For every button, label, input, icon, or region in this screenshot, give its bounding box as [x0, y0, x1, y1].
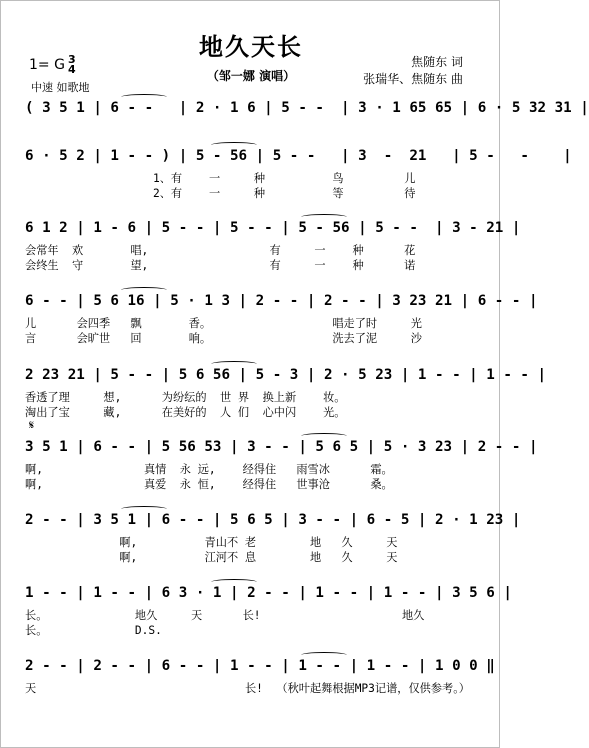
lyric-line: 1、有 一 种 鸟 儿 [25, 172, 416, 185]
key-signature [29, 55, 76, 75]
time-top: 3 [67, 53, 76, 66]
lyric-line: 啊, 真情 永 远, 经得住 雨雪冰 霜。 [25, 463, 393, 476]
slur-mark [301, 433, 347, 439]
slur-mark [301, 214, 347, 220]
lyricist-credit: 焦随东 词 [411, 55, 463, 69]
lyric-line: 啊, 江河不 息 地 久 天 [25, 551, 398, 564]
notation-line: 6 - - | 5 6 16 | 5 · 1 3 | 2 - - | 2 - - | 3 23 21 | 6 - - | [25, 293, 538, 309]
lyric-line: 2、有 一 种 等 待 [25, 187, 416, 200]
slur-mark [211, 579, 257, 585]
slur-mark [301, 652, 347, 658]
notation-line: 3 5 1 | 6 - - | 5 56 53 | 3 - - | 5 6 5 | 5 · 3 23 | 2 - - | [25, 439, 538, 455]
notation-line: ( 3 5 1 | 6 - - | 2 · 1 6 | 5 - - | 3 · 1 65 65 | 6 · 5 32 31 | [25, 100, 589, 116]
notation-line: 2 23 21 | 5 - - | 5 6 56 | 5 - 3 | 2 · 5 23 | 1 - - | 1 - - | [25, 367, 547, 383]
lyric-line: 言 会旷世 回 响。 洗去了泥 沙 [25, 332, 422, 345]
lyric-line: 会常年 欢 唱, 有 一 种 花 [25, 244, 416, 257]
lyric-line: 淘出了宝 藏, 在美好的 人 们 心中闪 光。 [25, 406, 346, 419]
slur-mark [211, 142, 257, 148]
segno-sign: 𝄋 [29, 418, 35, 432]
lyric-line: 天 长! （秋叶起舞根据MP3记谱，仅供参考。） [25, 682, 470, 695]
song-title: 地久天长 [199, 32, 303, 61]
time-signature [68, 55, 76, 75]
slur-mark [121, 287, 167, 293]
lyric-line: 啊, 真爱 永 恒, 经得住 世事沧 桑。 [25, 478, 393, 491]
composer-credit: 张瑞华、焦随东 曲 [363, 72, 463, 86]
slur-mark [211, 361, 257, 367]
lyric-line: 啊, 青山不 老 地 久 天 [25, 536, 398, 549]
notation-line: 6 1 2 | 1 - 6 | 5 - - | 5 - - | 5 - 56 | 5 - - | 3 - 21 | [25, 220, 521, 236]
performer-subtitle: （邹一娜 演唱） [206, 69, 296, 83]
lyric-line: 长。 地久 天 长! 地久 [25, 609, 425, 622]
lyric-line: 儿 会四季 飘 香。 唱走了时 光 [25, 317, 422, 330]
lyric-line: 香透了理 想, 为纷纭的 世 界 换上新 妆。 [25, 391, 346, 404]
key-label: 1= G [29, 57, 65, 73]
tempo-marking: 中速 如歌地 [31, 81, 90, 94]
time-bottom: 4 [67, 63, 76, 76]
slur-mark [121, 94, 167, 100]
lyric-line: 会终生 守 望, 有 一 种 诺 [25, 259, 416, 272]
notation-line: 1 - - | 1 - - | 6 3 · 1 | 2 - - | 1 - - | 1 - - | 3 5 6 | [25, 585, 512, 601]
notation-line: 2 - - | 3 5 1 | 6 - - | 5 6 5 | 3 - - | 6 - 5 | 2 · 1 23 | [25, 512, 521, 528]
slur-mark [121, 506, 167, 512]
notation-line: 2 - - | 2 - - | 6 - - | 1 - - | 1 - - | 1 - - | 1 0 0 ‖ [25, 658, 495, 674]
lyric-line: 长。 D.S. [25, 624, 162, 637]
notation-line: 6 · 5 2 | 1 - - ) | 5 - 56 | 5 - - | 3 - 21 | 5 - - | [25, 148, 572, 164]
